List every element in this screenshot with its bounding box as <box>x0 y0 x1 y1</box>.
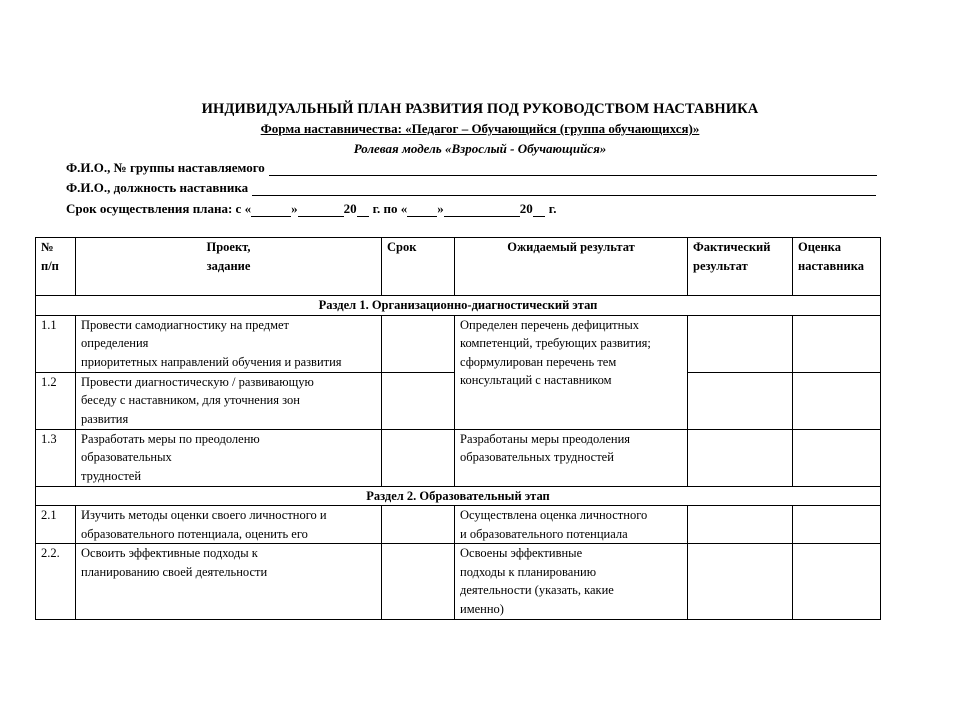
start-day-blank[interactable] <box>251 204 291 217</box>
table-header-row <box>36 238 881 296</box>
table-row <box>36 544 881 620</box>
mentor-label: Ф.И.О., должность наставника <box>66 180 249 195</box>
header-rating-line1: Оценка <box>798 240 841 254</box>
task-line: Провести самодиагностику на предмет <box>81 317 290 332</box>
row-num: 2.2. <box>36 544 76 620</box>
row-rating-cell[interactable] <box>793 506 881 544</box>
term-quote-1: » <box>291 201 298 216</box>
expected-line: Разработаны меры преодоления <box>460 431 631 446</box>
section-row <box>36 486 881 506</box>
header-actual-line2: результат <box>693 258 748 273</box>
header-num-line1: № <box>41 240 54 254</box>
task-line: образовательного потенциала, оценить его <box>81 526 308 541</box>
task-line: Разработать меры по преодоленю <box>81 431 260 446</box>
header-project <box>76 238 382 296</box>
mentor-blank[interactable] <box>252 181 876 196</box>
start-year-blank[interactable] <box>357 204 369 217</box>
mentee-field <box>66 158 877 176</box>
row-deadline-cell[interactable] <box>382 506 455 544</box>
row-actual-cell[interactable] <box>688 315 793 372</box>
task-line: образовательных <box>81 450 172 464</box>
row-actual-cell[interactable] <box>688 506 793 544</box>
row-task <box>76 372 382 429</box>
term-prefix: Срок осуществления плана: с « <box>66 201 252 216</box>
header-actual-line1: Фактический <box>693 240 771 254</box>
mentoring-form: Форма наставничества: «Педагог – Обучающийся (группа обучающихся)» <box>260 121 700 136</box>
header-num-line2: п/п <box>41 258 59 273</box>
task-line: приоритетных направлений обучения и развития <box>81 354 342 369</box>
expected-line: сформулирован перечень тем <box>460 354 617 369</box>
expected-line: деятельности (указать, какие <box>460 583 614 597</box>
section-1-title: Раздел 1. Организационно-диагностический этап <box>36 296 881 316</box>
task-line: планированию своей деятельности <box>81 564 268 579</box>
task-line: Освоить эффективные подходы к <box>81 546 258 560</box>
task-line: Провести диагностическую / развивающую <box>81 374 314 389</box>
header-expected <box>455 238 688 296</box>
row-deadline-cell[interactable] <box>382 429 455 486</box>
header-deadline-text: Срок <box>387 240 417 254</box>
row-actual-cell[interactable] <box>688 429 793 486</box>
row-rating-cell[interactable] <box>793 315 881 372</box>
section-2-title: Раздел 2. Образовательный этап <box>36 486 881 506</box>
row-actual-cell[interactable] <box>688 544 793 620</box>
header-actual <box>688 238 793 296</box>
row-expected <box>455 315 688 429</box>
table-row <box>36 315 881 372</box>
row-expected <box>455 506 688 544</box>
expected-line: Освоены эффективные <box>460 546 583 560</box>
expected-line: консультаций с наставником <box>460 373 612 387</box>
header-rating-line2: наставника <box>798 258 864 273</box>
table-row <box>36 506 881 544</box>
mentee-label: Ф.И.О., № группы наставляемого <box>66 160 265 175</box>
row-task <box>76 506 382 544</box>
row-deadline-cell[interactable] <box>382 372 455 429</box>
row-num: 1.1 <box>36 315 76 372</box>
section-row <box>36 296 881 316</box>
table-row <box>36 429 881 486</box>
row-expected <box>455 544 688 620</box>
row-rating-cell[interactable] <box>793 429 881 486</box>
expected-line: и образовательного потенциала <box>460 526 628 541</box>
row-deadline-cell[interactable] <box>382 315 455 372</box>
term-end: г. <box>548 201 557 216</box>
mentee-blank[interactable] <box>269 161 877 176</box>
row-deadline-cell[interactable] <box>382 544 455 620</box>
expected-line: Осуществлена оценка личностного <box>460 508 648 522</box>
row-actual-cell[interactable] <box>688 372 793 429</box>
start-month-blank[interactable] <box>298 204 344 217</box>
development-plan-table <box>35 237 881 620</box>
expected-line: компетенций, требующих развития; <box>460 336 651 350</box>
expected-line: именно) <box>460 601 504 616</box>
task-line: Изучить методы оценки своего личностного и <box>81 508 327 522</box>
end-day-blank[interactable] <box>407 204 437 217</box>
row-task <box>76 544 382 620</box>
row-task <box>76 315 382 372</box>
end-year-blank[interactable] <box>533 204 545 217</box>
task-line: развития <box>81 411 129 426</box>
task-line: трудностей <box>81 468 142 483</box>
header-num <box>36 238 76 296</box>
expected-line: образовательных трудностей <box>460 450 614 464</box>
expected-line: подходы к планированию <box>460 564 597 579</box>
row-num: 1.3 <box>36 429 76 486</box>
role-model: Ролевая модель «Взрослый - Обучающийся» <box>353 141 607 156</box>
row-task <box>76 429 382 486</box>
term-mid: г. по « <box>372 201 408 216</box>
header-project-line1: Проект, <box>206 240 251 254</box>
task-line: беседу с наставником, для уточнения зон <box>81 393 300 407</box>
header-expected-text: Ожидаемый результат <box>507 240 635 254</box>
term-quote-2: » <box>437 201 444 216</box>
expected-line: Определен перечень дефицитных <box>460 317 639 332</box>
header-project-line2: задание <box>206 258 251 273</box>
row-num: 2.1 <box>36 506 76 544</box>
header-deadline <box>382 238 455 296</box>
end-month-blank[interactable] <box>444 204 520 217</box>
row-expected <box>455 429 688 486</box>
row-rating-cell[interactable] <box>793 544 881 620</box>
term-year-1: 20 <box>343 201 357 216</box>
term-field <box>66 199 556 217</box>
plan-title: ИНДИВИДУАЛЬНЫЙ ПЛАН РАЗВИТИЯ ПОД РУКОВОДСТВОМ НАСТАВНИКА <box>201 101 759 117</box>
task-line: определения <box>81 336 149 350</box>
row-num: 1.2 <box>36 372 76 429</box>
term-year-2: 20 <box>519 201 533 216</box>
row-rating-cell[interactable] <box>793 372 881 429</box>
mentor-field <box>66 178 876 196</box>
header-rating <box>793 238 881 296</box>
